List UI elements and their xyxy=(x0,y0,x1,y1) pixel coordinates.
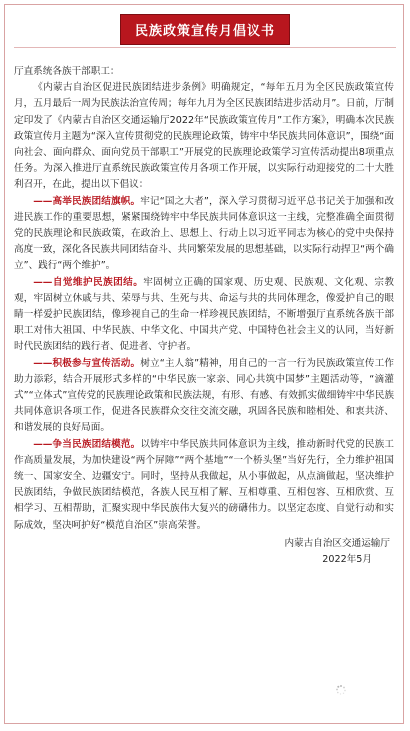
initiative-heading: ——自觉维护民族团结。 xyxy=(33,276,144,288)
signature-org: 内蒙古自治区交通运输厅 xyxy=(284,537,390,549)
greeting: 厅直系统各族干部职工： xyxy=(14,66,120,77)
initiative-paragraph xyxy=(14,194,394,275)
document-body xyxy=(14,64,394,568)
initiative-body: 以铸牢中华民族共同体意识为主线，推动新时代党的民族工作高质量发展，为加快建设“两个屏障”“两个基地”“一个桥头堡”当好先行，全力维护祖国统一、国家安全、边疆安宁。同时，坚持从我做起，从小事做起，从点滴做起，坚决维护民族团结，争做民族团结模范，各族人民互相了解、互相尊重、互相包容、互相欣赏、互相学习、互相帮助，汇聚实现中华民族伟大复兴的磅礴伟力。以坚定态度、自觉行动和实际成效，坚决呵护好“模范自治区”崇高荣誉。 xyxy=(14,438,395,531)
title-banner xyxy=(0,14,410,45)
initiative-paragraph xyxy=(14,356,394,437)
title-divider xyxy=(14,47,396,48)
initiative-paragraph xyxy=(14,275,394,356)
initiative-paragraph xyxy=(14,437,394,534)
initiative-heading: ——高举民族团结旗帜。 xyxy=(33,195,141,207)
loading-spinner-icon xyxy=(334,684,348,698)
signature-date: 2022年5月 xyxy=(322,554,372,566)
initiative-body: 树立“主人翁”精神，用自己的一言一行为民族政策宣传工作助力添彩，结合开展形式多样的“中华民族一家亲、同心共筑中国梦”主题活动等，“滴灌式”“立体式”宣传党的民族理论政策和民族法规，有形、有感、有效抓实做细铸牢中华民族共同体意识各项工作，促进各民族群众交往交流交融，巩固各民族和睦相处、和衷共济、和谐发展的良好局面。 xyxy=(14,357,394,434)
initiative-heading: ——积极参与宣传活动。 xyxy=(33,357,141,369)
document-title: 民族政策宣传月倡议书 xyxy=(120,14,290,45)
initiative-body: 牢固树立正确的国家观、历史观、民族观、文化观、宗教观，牢固树立休戚与共、荣辱与共、生死与共、命运与共的共同体理念，像爱护自己的眼睛一样爱护民族团结，像珍视自己的生命一样珍视民族团结，不断增强厅直系统各族干部职工对伟大祖国、中华民族、中华文化、中国共产党、中国特色社会主义的认同，当好新时代民族团结的践行者、促进者、守护者。 xyxy=(14,276,395,353)
initiative-heading: ——争当民族团结模范。 xyxy=(33,438,141,450)
intro-paragraph: 《内蒙古自治区促进民族团结进步条例》明确规定，“每年五月为全区民族政策宣传月，五月最后一周为民族法治宣传周；每年九月为全区民族团结进步活动月”。日前，厅制定印发了《内蒙古自治区交通运输厅2022年“民族政策宣传月”工作方案》，明确本次民族政策宣传月主题为“深入宣传贯彻党的民族理论政策，铸牢中华民族共同体意识”，围绕“面向社会、面向群众、面向党员干部职工”开展党的民族理论政策学习宣传活动提出8项重点任务。为深入推进厅直系统民族政策宣传月各项工作开展，以实际行动迎接党的二十大胜利召开，在此，提出以下倡议： xyxy=(14,82,394,191)
initiative-body: 牢记“国之大者”，深入学习贯彻习近平总书记关于加强和改进民族工作的重要思想，紧紧围绕铸牢中华民族共同体意识这一主线，完整准确全面贯彻党的民族理论和民族政策，在政治上、思想上、行动上以习近平同志为核心的党中央保持高度一致，深化各民族共同团结奋斗、共同繁荣发展的思想基础，以实际行动捍卫“两个确立”、践行“两个维护”。 xyxy=(14,195,394,272)
